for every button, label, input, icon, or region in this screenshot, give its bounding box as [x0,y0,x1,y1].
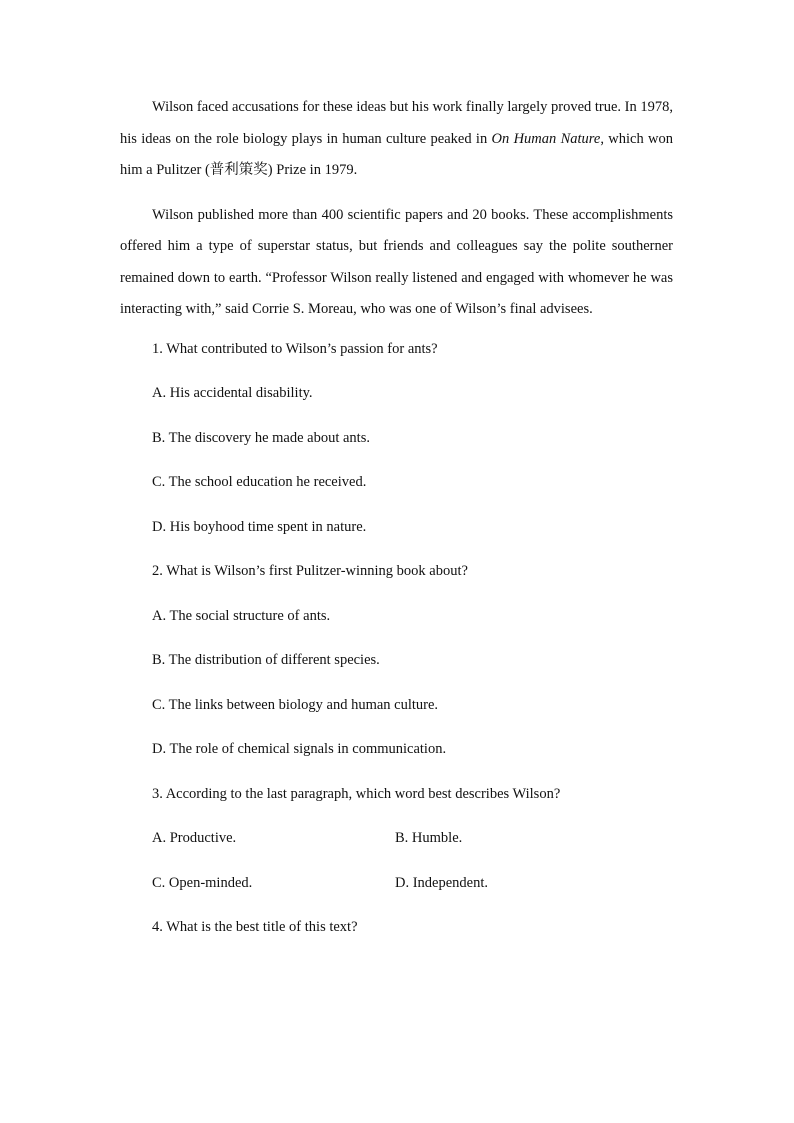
question-3-option-b: B. Humble. [395,830,463,846]
question-3-option-a: A. Productive. [152,830,237,846]
question-3-stem: 3. According to the last paragraph, which word best describes Wilson? [152,785,561,802]
question-2-option-d: D. The role of chemical signals in communication. [152,741,447,757]
question-1-option-a: A. His accidental disability. [152,385,313,401]
question-1-option-c: C. The school education he received. [152,474,367,490]
question-2-option-c: C. The links between biology and human culture. [152,696,439,713]
question-1-option-d: D. His boyhood time spent in nature. [152,518,367,535]
book-title: On Human Nature [491,130,601,147]
document-page [120,92,673,962]
question-1-stem: 1. What contributed to Wilson’s passion for ants? [152,340,438,357]
question-2-option-b: B. The distribution of different species. [152,652,380,668]
question-3-option-d: D. Independent. [395,874,489,891]
paragraph-text: Wilson faced accusations for these ideas but his work finally largely proved true. In 1978, his ideas on the role biology plays in human culture peaked in [120,99,674,147]
question-3-options-row-1 [152,828,673,848]
passage-paragraph-2: Wilson published more than 400 scientific papers and 20 books. These accomplishments offered him a type of superstar status, but friends and colleagues say the polite southerner remained down to earth. “Professor Wilson really listened and engaged with whomever he was interacting with,” said Corrie S. Moreau, who was one of Wilson’s final advisees. [120,206,673,317]
question-3-options-row-2 [152,873,673,893]
question-3-option-c: C. Open-minded. [152,874,253,891]
questions-section [120,339,673,938]
paragraph-text: , which won him a Pulitzer (普利策奖) Prize in 1979. [120,130,673,178]
question-4-stem: 4. What is the best title of this text? [152,919,358,935]
question-1-option-b: B. The discovery he made about ants. [152,429,370,446]
question-2-option-a: A. The social structure of ants. [152,607,331,624]
passage-paragraph-1 [120,92,673,187]
question-2-stem: 2. What is Wilson’s first Pulitzer-winning book about? [152,563,468,579]
